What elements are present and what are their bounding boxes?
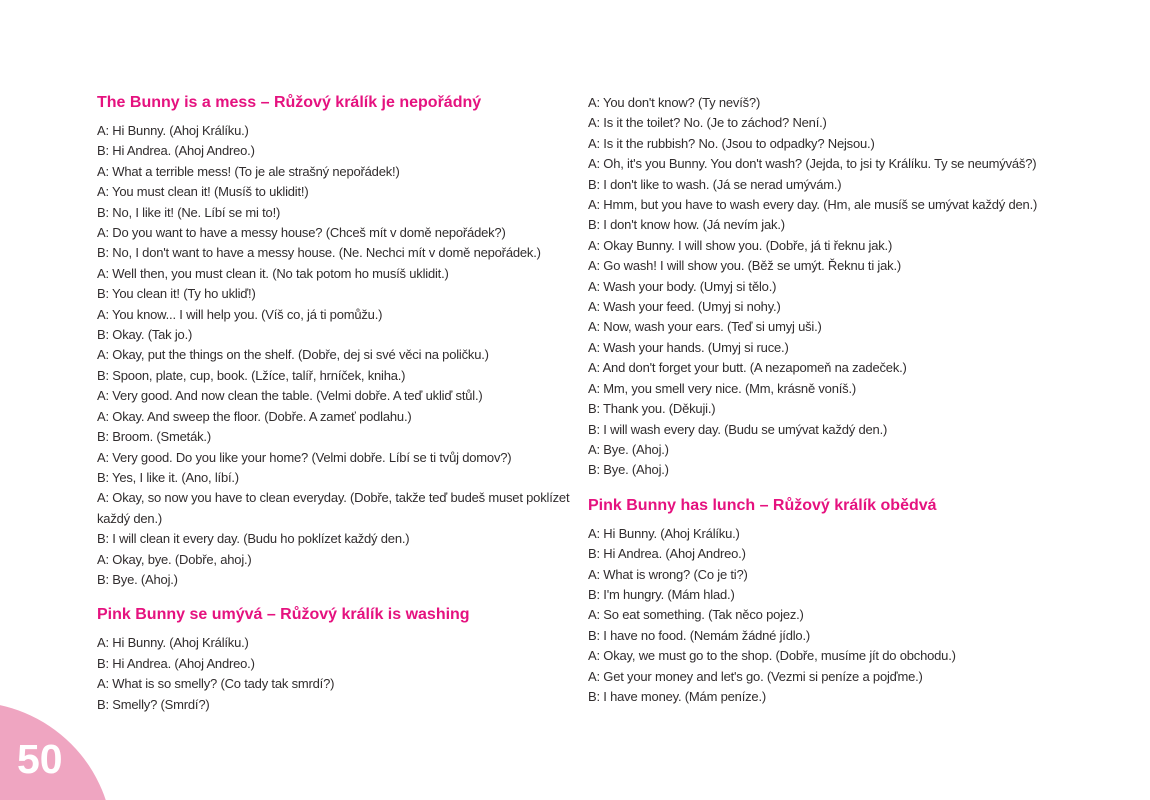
dialogue-line: B: No, I don't want to have a messy house. (Ne. Nechci mít v domě nepořádek.): [97, 245, 541, 261]
dialogue-line: A: What is wrong? (Co je ti?): [588, 566, 748, 582]
dialogue-line: A: So eat something. (Tak něco pojez.): [588, 607, 804, 623]
dialogue-line: B: Okay. (Tak jo.): [97, 327, 193, 343]
dialogue-line: B: Yes, I like it. (Ano, líbí.): [97, 469, 239, 485]
dialogue-line: B: I have no food. (Nemám žádné jídlo.): [588, 627, 810, 643]
dialogue-line: B: I'm hungry. (Mám hlad.): [588, 586, 735, 602]
dialogue-line: A: Get your money and let's go. (Vezmi si peníze a pojďme.): [588, 668, 923, 684]
dialogue-line: B: Bye. (Ahoj.): [588, 462, 669, 478]
dialogue-line: B: I don't know how. (Já nevím jak.): [588, 217, 785, 233]
dialogue-line: A: Wash your feed. (Umyj si nohy.): [588, 299, 781, 315]
dialogue-line: A: And don't forget your butt. (A nezapomeň na zadeček.): [588, 360, 907, 376]
page-number-circle: [0, 702, 113, 800]
dialogue-line: A: Hi Bunny. (Ahoj Králíku.): [97, 123, 249, 138]
dialogue-line: A: You don't know? (Ty nevíš?): [588, 95, 761, 110]
dialogue-line: B: Hi Andrea. (Ahoj Andreo.): [97, 143, 255, 159]
dialogue-lines: [97, 121, 582, 590]
dialogue-line: A: Hi Bunny. (Ahoj Králíku.): [97, 635, 249, 651]
dialogue-line: B: Bye. (Ahoj.): [97, 571, 178, 587]
dialogue-line: B: I will clean it every day. (Budu ho poklízet každý den.): [97, 531, 410, 547]
dialogue-line: A: Hi Bunny. (Ahoj Králíku.): [588, 525, 740, 541]
dialogue-line: B: I will wash every day. (Budu se umývat každý den.): [588, 421, 888, 437]
dialogue-line: A: Okay, bye. (Dobře, ahoj.): [97, 551, 252, 567]
section-heading: Pink Bunny has lunch – Růžový králík obědvá: [588, 496, 937, 514]
dialogue-line: B: I have money. (Mám peníze.): [588, 688, 766, 704]
dialogue-line: B: Broom. (Smeták.): [97, 429, 211, 445]
dialogue-line: A: Okay. And sweep the floor. (Dobře. A zameť podlahu.): [97, 408, 412, 424]
page-number: 50: [17, 736, 63, 782]
dialogue-line: A: You must clean it! (Musíš to uklidit!): [97, 184, 309, 200]
dialogue-line: B: Hi Andrea. (Ahoj Andreo.): [588, 546, 746, 562]
dialogue-line: A: Very good. Do you like your home? (Velmi dobře. Líbí se ti tvůj domov?): [97, 449, 512, 465]
section-heading: Pink Bunny se umývá – Růžový králík is washing: [97, 606, 470, 624]
dialogue-line: A: Bye. (Ahoj.): [588, 441, 669, 457]
dialogue-line: A: Okay, put the things on the shelf. (Dobře, dej si své věci na poličku.): [97, 347, 489, 363]
dialogue-line: A: Is it the rubbish? No. (Jsou to odpadky? Nejsou.): [588, 135, 875, 151]
dialogue-lines: [97, 633, 582, 715]
dialogue-line: A: You know... I will help you. (Víš co, já ti pomůžu.): [97, 306, 383, 322]
dialogue-line: A: Okay, so now you have to clean everyday. (Dobře, takže teď budeš muset poklízet každý den.): [97, 490, 570, 526]
dialogue-line: B: Smelly? (Smrdí?): [97, 696, 210, 712]
dialogue-line: B: No, I like it! (Ne. Líbí se mi to!): [97, 204, 281, 220]
dialogue-line: A: What is so smelly? (Co tady tak smrdí?): [97, 676, 335, 692]
dialogue-line: A: Now, wash your ears. (Teď si umyj uši.): [588, 319, 822, 335]
dialogue-line: B: You clean it! (Ty ho ukliď!): [97, 286, 256, 302]
dialogue-line: A: Go wash! I will show you. (Běž se umýt. Řeknu ti jak.): [588, 258, 901, 274]
dialogue-line: A: Mm, you smell very nice. (Mm, krásně voníš.): [588, 380, 856, 396]
dialogue-line: B: Thank you. (Děkuji.): [588, 401, 716, 417]
dialogue-line: B: Spoon, plate, cup, book. (Lžíce, talíř, hrníček, kniha.): [97, 367, 406, 383]
dialogue-lines: [588, 93, 1140, 481]
dialogue-line: A: Oh, it's you Bunny. You don't wash? (Jejda, to jsi ty Králíku. Ty se neumýváš?): [588, 156, 1037, 172]
dialogue-line: A: Do you want to have a messy house? (Chceš mít v domě nepořádek?): [97, 225, 506, 241]
dialogue-line: A: What a terrible mess! (To je ale strašný nepořádek!): [97, 163, 400, 179]
dialogue-line: A: Wash your body. (Umyj si tělo.): [588, 278, 777, 294]
dialogue-lines: [588, 524, 1140, 708]
dialogue-line: A: Very good. And now clean the table. (Velmi dobře. A teď ukliď stůl.): [97, 388, 483, 404]
right-column: [588, 93, 1140, 707]
left-column: [97, 93, 582, 715]
section-heading: The Bunny is a mess – Růžový králík je nepořádný: [97, 94, 482, 111]
dialogue-line: A: Is it the toilet? No. (Je to záchod? Není.): [588, 115, 827, 131]
dialogue-line: B: Hi Andrea. (Ahoj Andreo.): [97, 655, 255, 671]
dialogue-line: A: Wash your hands. (Umyj si ruce.): [588, 339, 789, 355]
dialogue-line: B: I don't like to wash. (Já se nerad umývám.): [588, 176, 842, 192]
dialogue-line: A: Okay, we must go to the shop. (Dobře, musíme jít do obchodu.): [588, 648, 956, 664]
dialogue-line: A: Okay Bunny. I will show you. (Dobře, já ti řeknu jak.): [588, 237, 893, 253]
dialogue-line: A: Well then, you must clean it. (No tak potom ho musíš uklidit.): [97, 265, 449, 281]
dialogue-line: A: Hmm, but you have to wash every day. (Hm, ale musíš se umývat každý den.): [588, 197, 1038, 213]
